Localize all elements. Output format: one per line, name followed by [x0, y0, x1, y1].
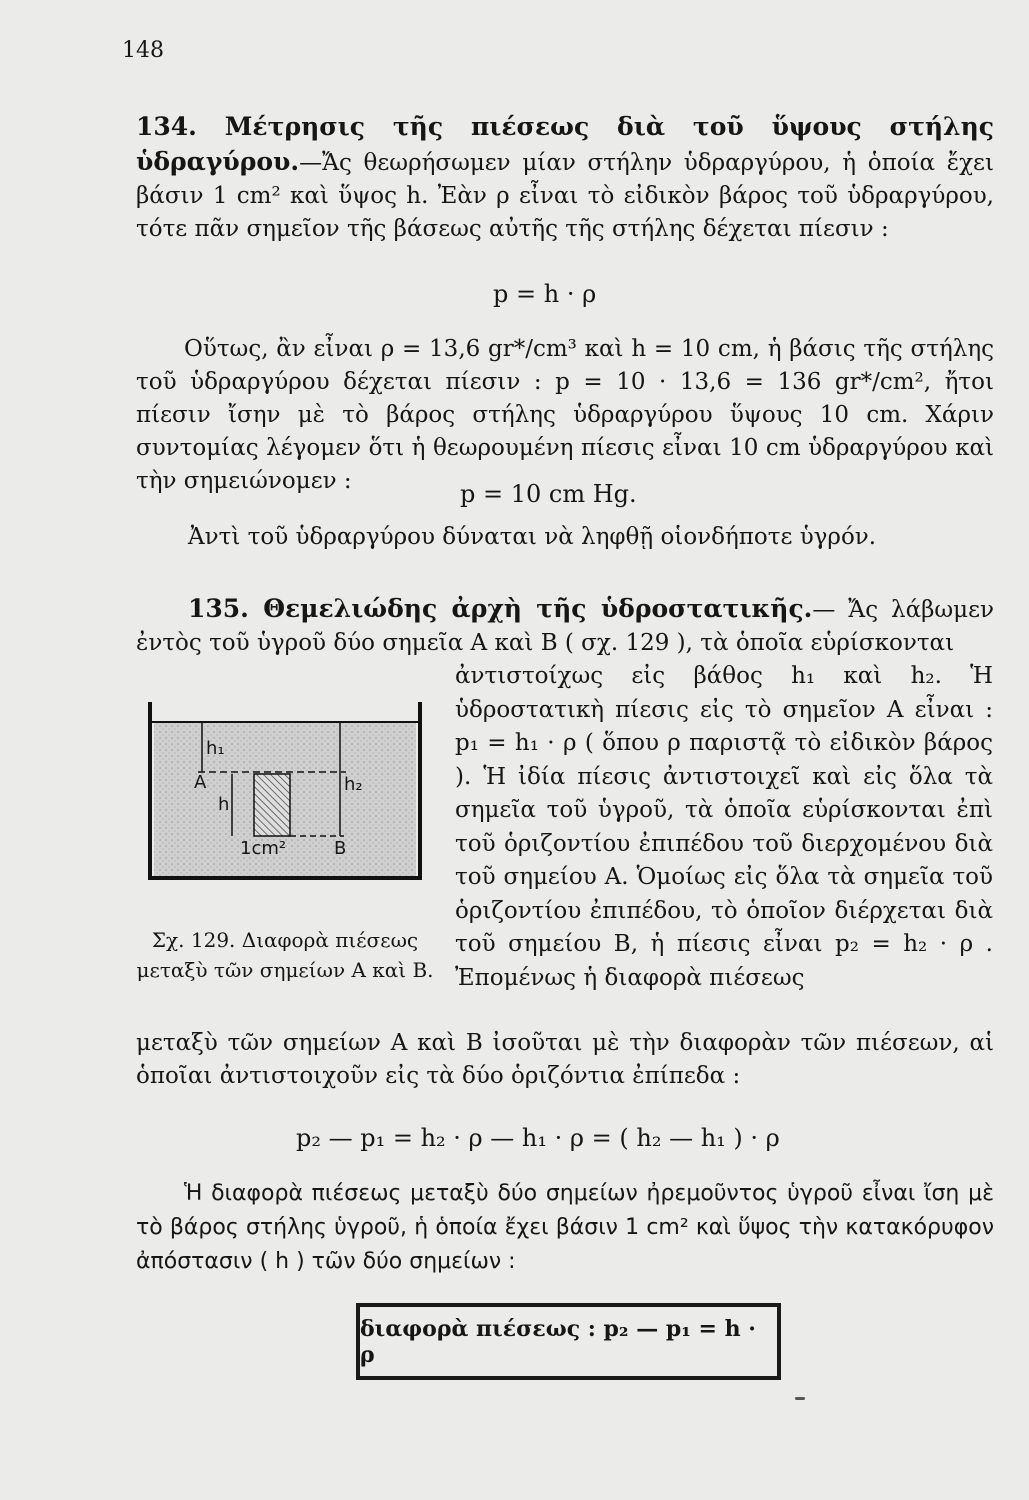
section-134-note: Ἀντὶ τοῦ ὑδραργύρου δύναται νὰ ληφθῇ οἱονδήποτε ὑγρόν.: [188, 524, 877, 550]
label-h: h: [218, 794, 230, 815]
boxed-formula: διαφορὰ πιέσεως : p₂ — p₁ = h · ρ: [356, 1303, 781, 1380]
label-a: A: [194, 772, 207, 793]
section-135-intro: — Ἄς λάβωμεν ἐντὸς τοῦ ὑγροῦ δύο σημεῖα Α καὶ Β ( σχ. 129 ), τὰ ὁποῖα εὑρίσκονται: [136, 597, 994, 656]
equation-10cm-hg: p = 10 cm Hg.: [460, 480, 637, 508]
section-135-paragraph: [136, 592, 994, 660]
print-speck: [795, 1397, 805, 1400]
section-135-heading: 135. Θεμελιώδης ἀρχὴ τῆς ὑδροστατικῆς.: [188, 594, 813, 623]
figure-129-caption: Σχ. 129. Διαφορὰ πιέσεως μεταξὺ τῶν σημείων Α καὶ Β.: [136, 928, 434, 982]
equation-pressure-difference: p₂ — p₁ = h₂ · ρ — h₁ · ρ = ( h₂ — h₁ ) · ρ: [296, 1124, 780, 1152]
section-134-text: —Ἄς θεωρήσωμεν μίαν στήλην ὑδραργύρου, ἡ ὁποία ἔχει βάσιν 1 cm² καὶ ὕψος h. Ἐὰν ρ εἶναι τὸ εἰδικὸν βάρος τοῦ ὑδραργύρου, τότε πᾶν σημεῖον τῆς βάσεως αὐτῆς τῆς στήλης δέχεται πίεσιν :: [136, 150, 994, 242]
label-h2: h₂: [344, 774, 363, 795]
figure-129: [146, 700, 432, 880]
figure-129-drawing: [146, 700, 432, 880]
section-135-side-text: ἀντιστοίχως εἰς βάθος h₁ καὶ h₂. Ἡ ὑδροστατικὴ πίεσις εἰς τὸ σημεῖον Α εἶναι : p₁ = h₁ · ρ ( ὅπου ρ παριστᾷ τὸ εἰδικὸν βάρος ). Ἡ ἰδία πίεσις ἀντιστοιχεῖ καὶ εἰς ὅλα τὰ σημεῖα τοῦ ὑγροῦ, τὰ ὁποῖα εὑρίσκονται ἐπὶ τοῦ ὁριζοντίου ἐπιπέδου τοῦ διερχομένου διὰ τοῦ σημείου Α. Ὁμοίως εἰς ὅλα τὰ σημεῖα τοῦ ὁριζοντίου ἐπιπέδου, τὸ ὁποῖον διέρχεται διὰ τοῦ σημείου Β, ἡ πίεσις εἶναι p₂ = h₂ · ρ . Ἐπομένως ἡ διαφορὰ πιέσεως: [455, 663, 993, 991]
label-h1: h₁: [206, 738, 225, 759]
label-1cm2: 1cm²: [240, 838, 287, 859]
column-hatched: [254, 774, 290, 836]
section-134-example: Οὕτως, ἂν εἶναι ρ = 13,6 gr*/cm³ καὶ h = 10 cm, ἡ βάσις τῆς στήλης τοῦ ὑδραργύρου δέχεται πίεσιν : p = 10 · 13,6 = 136 gr*/cm², ἤτοι πίεσιν ἴσην μὲ τὸ βάρος στήλης ὑδραργύρου ὕψους 10 cm. Χάριν συντομίας λέγομεν ὅτι ἡ θεωρουμένη πίεσις εἶναι 10 cm ὑδραργύρου καὶ τὴν σημειώνομεν :: [136, 336, 994, 494]
equation-p-h-rho: p = h · ρ: [493, 280, 597, 308]
section-134-heading: 134. Μέτρησις τῆς πιέσεως διὰ τοῦ ὕψους στήλης ὑδραγύρου.: [136, 112, 994, 176]
section-134-paragraph: [136, 110, 994, 246]
section-135-continuation: μεταξὺ τῶν σημείων Α καὶ Β ἰσοῦται μὲ τὴν διαφορὰν τῶν πιέσεων, αἱ ὁποῖαι ἀντιστοιχοῦν εἰς τὰ δύο ὁριζόντια ἐπίπεδα :: [136, 1030, 994, 1089]
page-number: 148: [122, 38, 164, 63]
label-b: B: [334, 838, 347, 859]
hydrostatic-law-statement: Ἡ διαφορὰ πιέσεως μεταξὺ δύο σημείων ἠρεμοῦντος ὑγροῦ εἶναι ἴση μὲ τὸ βάρος στήλης ὑγροῦ, ἡ ὁποία ἔχει βάσιν 1 cm² καὶ ὕψος τὴν κατακόρυφον ἀπόστασιν ( h ) τῶν δύο σημείων :: [136, 1181, 994, 1274]
